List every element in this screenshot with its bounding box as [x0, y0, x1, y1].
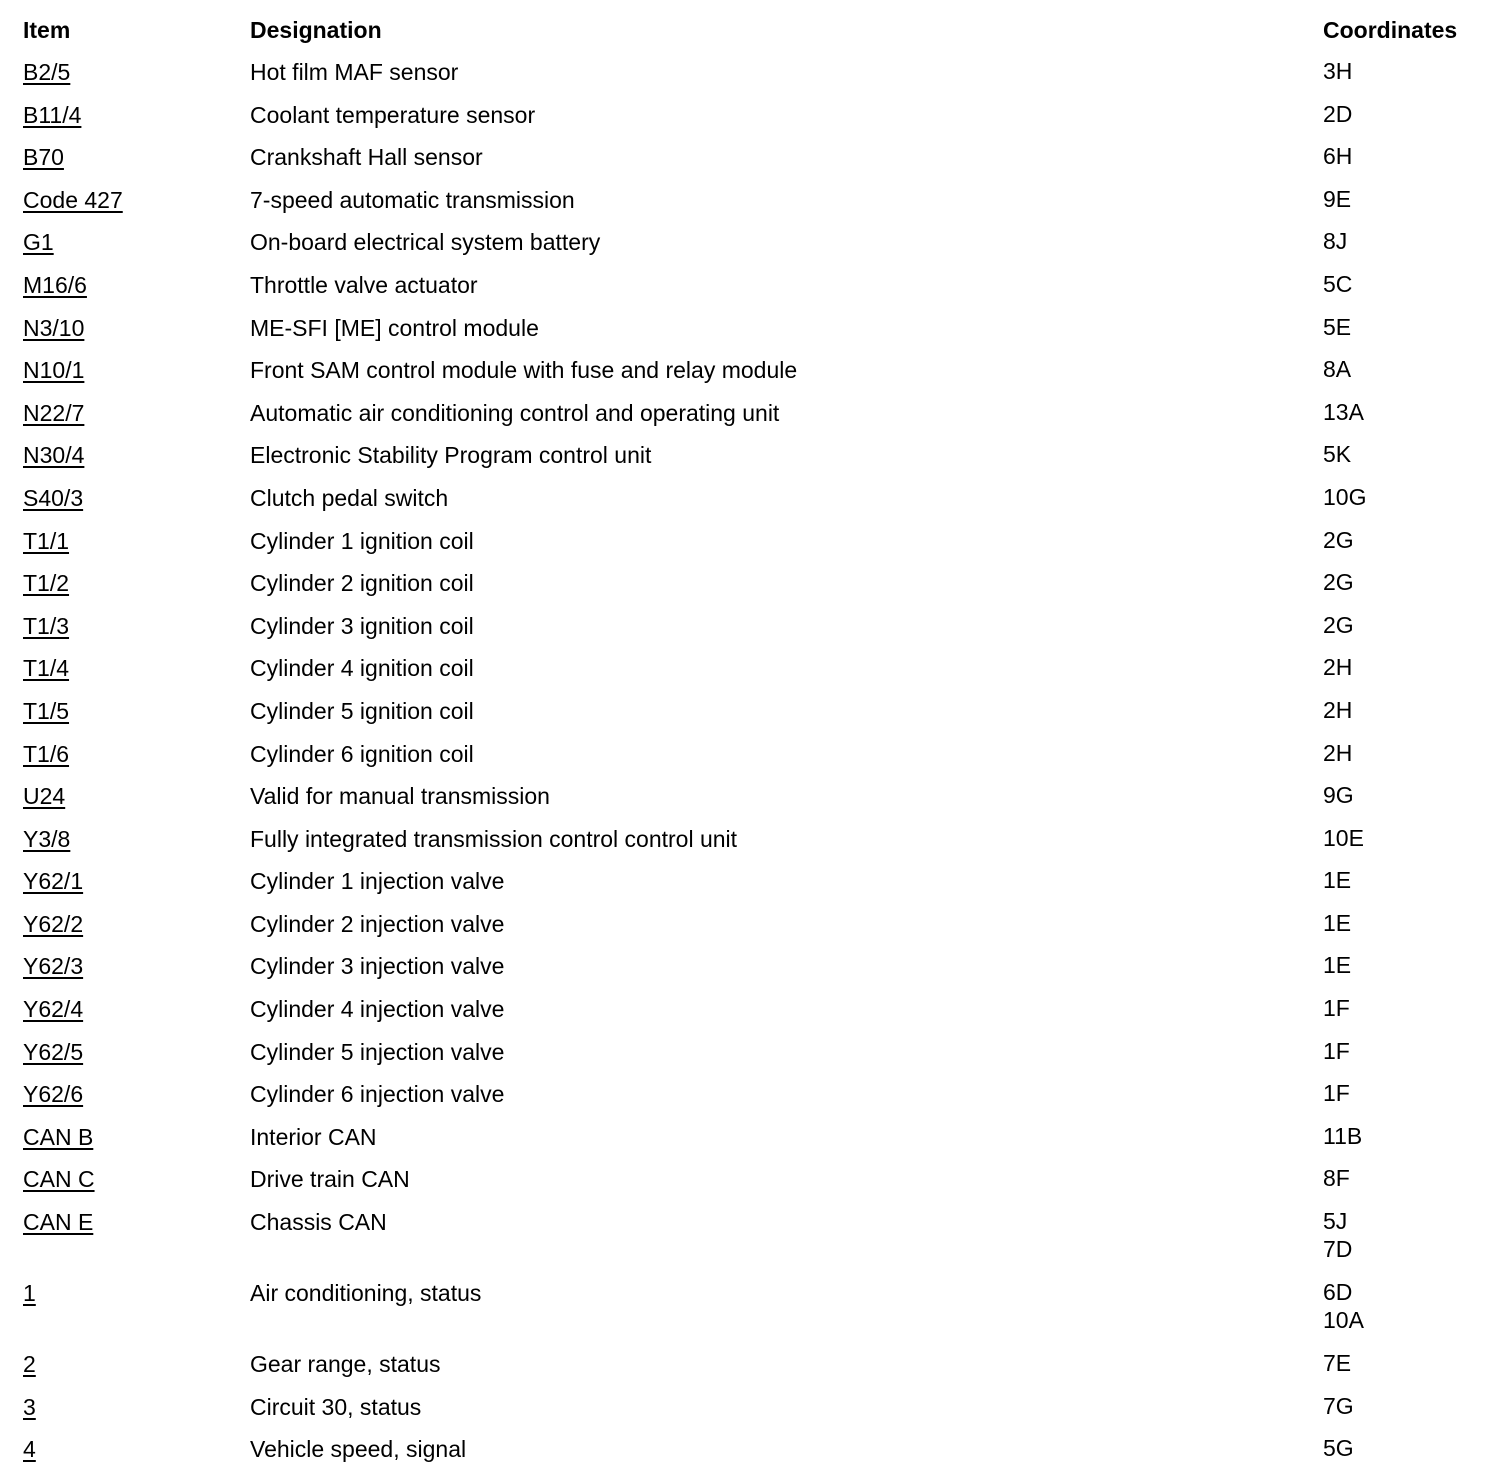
item-cell — [23, 611, 250, 641]
coordinates-cell — [1323, 696, 1493, 724]
coordinate-value: 5C — [1323, 270, 1353, 297]
table-row — [23, 185, 1493, 228]
item-link[interactable]: T1/5 — [23, 697, 70, 724]
coordinates-cell — [1323, 1122, 1493, 1150]
coordinates-cell — [1323, 1278, 1493, 1334]
designation-cell: Hot film MAF sensor — [250, 59, 459, 85]
coordinates-cell — [1323, 1164, 1493, 1192]
coordinate-value: 1F — [1323, 1037, 1350, 1064]
table-row — [23, 696, 1493, 739]
coordinates-cell — [1323, 951, 1493, 979]
table-header-row — [23, 13, 1493, 57]
designation-cell: Gear range, status — [250, 1351, 441, 1378]
item-link[interactable]: Y3/8 — [23, 825, 71, 852]
designation-cell: Cylinder 2 injection valve — [250, 910, 505, 937]
coordinates-cell — [1323, 57, 1493, 85]
table-row — [23, 398, 1493, 441]
item-link[interactable]: T1/1 — [23, 527, 70, 554]
table-row — [23, 227, 1493, 270]
item-cell — [23, 355, 250, 385]
coordinates-cell — [1323, 1207, 1493, 1263]
coordinates-cell — [1323, 142, 1493, 170]
item-link[interactable]: N22/7 — [23, 399, 85, 426]
item-cell — [23, 1434, 250, 1464]
item-link[interactable]: B70 — [23, 144, 64, 171]
coordinate-value: 13A — [1323, 398, 1364, 425]
designation-cell: Automatic air conditioning control and operating unit — [250, 399, 780, 426]
item-cell — [23, 313, 250, 343]
coordinate-value: 9G — [1323, 782, 1354, 809]
item-link[interactable]: U24 — [23, 783, 66, 810]
coordinate-value: 5J — [1323, 1208, 1348, 1235]
item-link[interactable]: Code 427 — [23, 186, 123, 213]
coordinates-cell — [1323, 1349, 1493, 1377]
item-link[interactable]: Y62/3 — [23, 953, 84, 980]
coordinates-cell — [1323, 866, 1493, 894]
designation-cell: On-board electrical system battery — [250, 229, 601, 256]
designation-cell: Cylinder 5 injection valve — [250, 1038, 505, 1065]
item-cell — [23, 142, 250, 172]
table-row — [23, 483, 1493, 526]
item-link[interactable]: Y62/6 — [23, 1081, 84, 1108]
item-link[interactable]: N3/10 — [23, 314, 85, 341]
designation-cell: Interior CAN — [250, 1123, 377, 1150]
item-cell — [23, 781, 250, 811]
item-cell — [23, 866, 250, 896]
table-row — [23, 142, 1493, 185]
coordinates-cell — [1323, 739, 1493, 767]
table-row — [23, 526, 1493, 569]
coordinates-cell — [1323, 568, 1493, 596]
item-cell — [23, 1079, 250, 1109]
table-body — [23, 57, 1493, 1477]
coordinates-cell — [1323, 909, 1493, 937]
coordinates-cell — [1323, 994, 1493, 1022]
table-row — [23, 781, 1493, 824]
table-row — [23, 1122, 1493, 1165]
designation-cell: Coolant temperature sensor — [250, 101, 536, 128]
table-row — [23, 866, 1493, 909]
table-row — [23, 653, 1493, 696]
item-cell — [23, 1122, 250, 1152]
table-row — [23, 313, 1493, 356]
item-link[interactable]: G1 — [23, 229, 54, 256]
table-row — [23, 994, 1493, 1037]
coordinates-cell — [1323, 355, 1493, 383]
designation-cell: Fully integrated transmission control control unit — [250, 825, 738, 852]
item-link[interactable]: T1/4 — [23, 655, 70, 682]
item-link[interactable]: N10/1 — [23, 357, 85, 384]
item-link[interactable]: Y62/4 — [23, 996, 84, 1023]
item-link[interactable]: B2/5 — [23, 59, 71, 85]
item-cell — [23, 270, 250, 300]
coordinate-value: 10G — [1323, 483, 1367, 510]
coordinate-value: 7G — [1323, 1392, 1354, 1419]
designation-cell: Cylinder 3 injection valve — [250, 953, 505, 980]
item-link[interactable]: M16/6 — [23, 271, 87, 298]
table-row — [23, 440, 1493, 483]
designation-cell: Cylinder 1 ignition coil — [250, 527, 474, 554]
table-row — [23, 824, 1493, 867]
item-cell — [23, 568, 250, 598]
coordinate-value: 2G — [1323, 526, 1354, 553]
coordinate-value: 1E — [1323, 867, 1352, 894]
coordinate-value: 5E — [1323, 313, 1352, 340]
item-link[interactable]: B11/4 — [23, 101, 82, 128]
coordinate-value: 8A — [1323, 356, 1352, 383]
item-link[interactable]: 3 — [23, 1393, 36, 1420]
table-row — [23, 1079, 1493, 1122]
table-row — [23, 909, 1493, 952]
table-row — [23, 1207, 1493, 1278]
coordinates-cell — [1323, 100, 1493, 128]
item-cell — [23, 440, 250, 470]
coordinate-value: 1F — [1323, 1080, 1350, 1107]
table-row — [23, 1392, 1493, 1435]
table-row — [23, 1349, 1493, 1392]
item-cell — [23, 1037, 250, 1067]
item-link[interactable]: Y62/1 — [23, 868, 84, 895]
item-cell — [23, 909, 250, 939]
designation-cell: 7-speed automatic transmission — [250, 186, 575, 213]
designation-cell: Cylinder 6 injection valve — [250, 1081, 505, 1108]
table-row — [23, 100, 1493, 143]
coordinates-cell — [1323, 185, 1493, 213]
item-link[interactable]: N30/4 — [23, 442, 85, 469]
item-link[interactable]: S40/3 — [23, 484, 84, 511]
coordinates-cell — [1323, 313, 1493, 341]
table-row — [23, 611, 1493, 654]
designation-cell: Cylinder 6 ignition coil — [250, 740, 474, 767]
designation-cell: Circuit 30, status — [250, 1393, 422, 1420]
coordinates-cell — [1323, 1392, 1493, 1420]
coordinate-value: 8F — [1323, 1165, 1350, 1192]
item-cell — [23, 398, 250, 428]
header-item: Item — [23, 17, 71, 43]
table-row — [23, 270, 1493, 313]
coordinate-value: 5K — [1323, 441, 1352, 468]
designation-cell: Air conditioning, status — [250, 1280, 482, 1307]
coordinate-value: 10A — [1323, 1307, 1364, 1334]
table-row — [23, 355, 1493, 398]
table-row — [23, 1278, 1493, 1349]
item-link[interactable]: 1 — [23, 1280, 36, 1307]
designation-cell: Cylinder 5 ignition coil — [250, 697, 474, 724]
designation-cell: Valid for manual transmission — [250, 783, 550, 810]
coordinates-cell — [1323, 526, 1493, 554]
item-link[interactable]: CAN E — [23, 1209, 94, 1236]
coordinates-cell — [1323, 824, 1493, 852]
item-cell — [23, 696, 250, 726]
coordinate-value: 6D — [1323, 1279, 1353, 1306]
coordinates-cell — [1323, 653, 1493, 681]
coordinate-value: 1E — [1323, 909, 1352, 936]
designation-cell: Throttle valve actuator — [250, 271, 478, 298]
item-link[interactable]: T1/3 — [23, 612, 70, 639]
coordinate-value: 2G — [1323, 611, 1354, 638]
coordinate-value: 2H — [1323, 654, 1353, 681]
table-row — [23, 57, 1493, 100]
item-link[interactable]: 4 — [23, 1436, 36, 1463]
coordinates-cell — [1323, 1037, 1493, 1065]
designation-cell: Cylinder 1 injection valve — [250, 868, 505, 895]
item-link[interactable]: T1/2 — [23, 570, 70, 597]
item-cell — [23, 1392, 250, 1422]
item-link[interactable]: Y62/5 — [23, 1038, 84, 1065]
item-cell — [23, 1278, 250, 1308]
coordinate-value: 6H — [1323, 143, 1353, 170]
coordinate-value: 5G — [1323, 1435, 1354, 1462]
table-row — [23, 739, 1493, 782]
table-row — [23, 1164, 1493, 1207]
table-row — [23, 1037, 1493, 1080]
coordinate-value: 8J — [1323, 228, 1348, 255]
table-row — [23, 1434, 1493, 1477]
coordinate-value: 2D — [1323, 100, 1353, 127]
item-cell — [23, 1207, 250, 1237]
item-cell — [23, 994, 250, 1024]
item-link[interactable]: CAN C — [23, 1166, 95, 1193]
designation-cell: ME-SFI [ME] control module — [250, 314, 539, 341]
coordinate-value: 9E — [1323, 185, 1352, 212]
item-cell — [23, 100, 250, 130]
coordinate-value: 1F — [1323, 995, 1350, 1022]
coordinates-cell — [1323, 398, 1493, 426]
item-link[interactable]: CAN B — [23, 1123, 94, 1150]
coordinates-cell — [1323, 1079, 1493, 1107]
designation-cell: Cylinder 4 ignition coil — [250, 655, 474, 682]
coordinate-value: 1E — [1323, 952, 1352, 979]
coordinates-cell — [1323, 483, 1493, 511]
designation-cell: Cylinder 2 ignition coil — [250, 570, 474, 597]
item-link[interactable]: 2 — [23, 1351, 36, 1378]
item-cell — [23, 227, 250, 257]
designation-cell: Clutch pedal switch — [250, 484, 449, 511]
item-link[interactable]: T1/6 — [23, 740, 70, 767]
designation-cell: Vehicle speed, signal — [250, 1436, 467, 1463]
coordinate-value: 2H — [1323, 696, 1353, 723]
coordinate-value: 7D — [1323, 1236, 1353, 1263]
coordinates-cell — [1323, 227, 1493, 255]
coordinates-cell — [1323, 611, 1493, 639]
designation-cell: Drive train CAN — [250, 1166, 410, 1193]
designation-cell: Chassis CAN — [250, 1209, 387, 1236]
item-cell — [23, 951, 250, 981]
header-designation: Designation — [250, 17, 382, 43]
coordinate-value: 3H — [1323, 58, 1353, 84]
item-cell — [23, 1164, 250, 1194]
coordinates-cell — [1323, 270, 1493, 298]
item-cell — [23, 739, 250, 769]
designation-cell: Electronic Stability Program control unit — [250, 442, 652, 469]
coordinate-value: 7E — [1323, 1350, 1352, 1377]
coordinate-value: 2G — [1323, 569, 1354, 596]
item-cell — [23, 185, 250, 215]
item-link[interactable]: Y62/2 — [23, 910, 84, 937]
item-cell — [23, 1349, 250, 1379]
item-cell — [23, 824, 250, 854]
designation-cell: Cylinder 4 injection valve — [250, 996, 505, 1023]
component-legend-table — [23, 13, 1493, 1477]
coordinates-cell — [1323, 1434, 1493, 1462]
designation-cell: Cylinder 3 ignition coil — [250, 612, 474, 639]
item-cell — [23, 653, 250, 683]
item-cell — [23, 526, 250, 556]
coordinate-value: 11B — [1323, 1122, 1363, 1149]
designation-cell: Crankshaft Hall sensor — [250, 144, 483, 171]
coordinate-value: 2H — [1323, 739, 1353, 766]
designation-cell: Front SAM control module with fuse and relay module — [250, 357, 798, 384]
header-coordinates: Coordinates — [1323, 17, 1458, 43]
item-cell — [23, 483, 250, 513]
item-cell — [23, 57, 250, 87]
coordinate-value: 10E — [1323, 824, 1364, 851]
coordinates-cell — [1323, 781, 1493, 809]
table-row — [23, 568, 1493, 611]
coordinates-cell — [1323, 440, 1493, 468]
table-row — [23, 951, 1493, 994]
